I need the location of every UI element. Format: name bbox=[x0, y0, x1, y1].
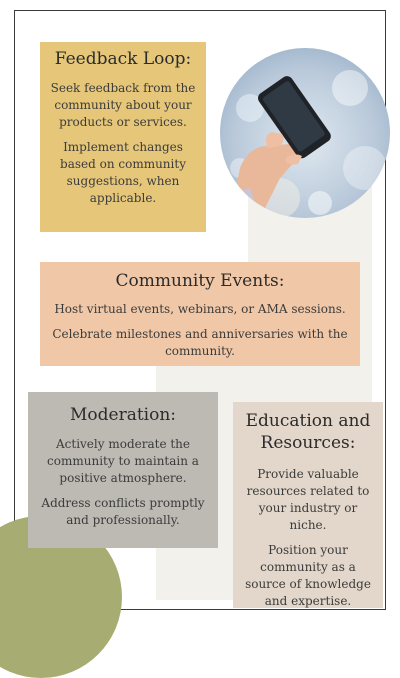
hand-holding-phone-icon bbox=[220, 48, 390, 218]
moderation-text-2: Address conflicts promptly and professionally. bbox=[41, 496, 205, 527]
education-resources-text-1: Provide valuable resources related to your industry or niche. bbox=[246, 467, 370, 532]
education-resources-text-2: Position your community as a source of knowledge and expertise. bbox=[245, 543, 371, 608]
feedback-loop-card bbox=[40, 42, 206, 232]
education-resources-title: Education and Resources: bbox=[245, 411, 371, 453]
feedback-loop-text-2: Implement changes based on community suggestions, when applicable. bbox=[60, 140, 186, 205]
community-events-title: Community Events: bbox=[115, 271, 285, 291]
community-events-text-1: Host virtual events, webinars, or AMA sessions. bbox=[54, 302, 346, 316]
education-resources-card bbox=[233, 402, 383, 608]
feedback-loop-text-1: Seek feedback from the community about your products or services. bbox=[50, 81, 196, 129]
moderation-title: Moderation: bbox=[69, 405, 177, 425]
community-events-card bbox=[40, 262, 360, 366]
feedback-loop-title: Feedback Loop: bbox=[54, 49, 192, 69]
moderation-text-1: Actively moderate the community to maintain a positive atmosphere. bbox=[47, 437, 199, 485]
community-events-text-2: Celebrate milestones and anniversaries with the community. bbox=[52, 327, 348, 358]
moderation-card bbox=[28, 392, 218, 548]
